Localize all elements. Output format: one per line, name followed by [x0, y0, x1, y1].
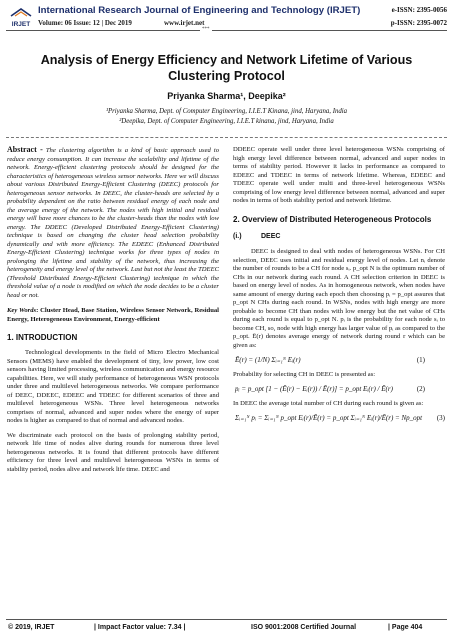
footer-iso: ISO 9001:2008 Certified Journal	[251, 624, 357, 631]
volume-issue: Volume: 06 Issue: 12 | Dec 2019	[38, 19, 132, 27]
irjet-logo	[8, 6, 34, 28]
section-divider	[6, 137, 447, 138]
subsection-number: (i.)	[233, 232, 242, 240]
intro-paragraph-2: We discriminate each protocol on the basis of prolonging stability period, network life time of nodes alive during rounds for numerous three level heterogeneous networks. It is found that different protocols have different efficiency for three level and multilevel heterogeneous WSNs in terms of stability period, nodes alive and network life time. DEEC and	[7, 431, 219, 473]
equation-1-body: Ē(r) = (1/N) Σᵢ₌₁ᴺ Eᵢ(r)	[235, 356, 301, 364]
section-2-heading: 2. Overview of Distributed Heterogeneous Protocols	[233, 214, 432, 224]
equation-2	[235, 385, 445, 394]
paper-title: Analysis of Energy Efficiency and Network Lifetime of Various Clustering Protocol	[40, 53, 413, 83]
equation-1-number: (1)	[416, 356, 425, 364]
intro-heading: 1. INTRODUCTION	[7, 333, 78, 342]
equation-3-number: (3)	[436, 414, 445, 422]
equation-1	[235, 356, 445, 365]
intro-paragraph-1: Technological developments in the field of Micro Electro Mechanical Sensors (MEMS) have enabled the development of tiny, low power, low cost sensors having limited processing, wireless communication and energy resource capabilities. Here, we will study performance of heterogeneous WSN protocols under three and multilevel heterogeneous networks. We compare performance of DEEC, DDEEC, EDEEC and TDEEC for different scenarios of three and multilevel heterogeneous WSNs. Three level heterogeneous networks comprises of normal, advanced and super nodes where the energy of super nodes is higher as compared to that of normal and advanced nodes.	[7, 349, 219, 424]
equation-2-body: pᵢ = p_opt [1 − (Ē(r) − Eᵢ(r)) / Ē(r)] = p_opt Eᵢ(r) / Ē(r)	[235, 385, 393, 393]
probability-paragraph: Probability for selecting CH in DEEC is presented as:	[233, 370, 376, 378]
subsection-deec	[233, 233, 445, 242]
journal-website[interactable]: www.irjet.net	[164, 19, 205, 27]
right-paragraph-1: DDEEC operate well under three level heterogeneous WSNs comprising of high energy level difference between normal, advanced and super nodes in terms of stability period. However it lacks in performance as compared to EDEEC and TDEEC in terms of network lifetime. Whereas, EDEEC and TDEEC operate well under multi and three-level heterogeneous WSNs comprising of low energy level difference between normal, advanced and super nodes in terms of both stability period and network lifetime.	[233, 146, 445, 204]
keywords-text: : Cluster Head, Base Station, Wireless Sensor Network, Residual Energy, Heterogeneous Environment, Energy-efficient	[7, 307, 219, 323]
header-separator: ***	[202, 27, 210, 32]
equation-2-number: (2)	[416, 385, 425, 393]
abstract-text: The clustering algorithm is a kind of basic approach used to reduce energy consumption. It can increase the scalability and lifetime of the network. Energy-efficient clustering protocols should be designed for the characteristics of heterogeneous wireless sensor networks. Here we will discuss about various Distributed Energy-Efficient Clustering (DEEC) protocols for heterogeneous sensor networks. In DEEC, the cluster-heads are selected by a probability dependent on the ratio between residual energy of each node and the average energy of the network. The nodes with high initial and residual energy will have more chances to be the cluster-heads than the nodes with low energy. The DDEEC (Developed Distributed Energy-Efficient Clustering) technique is based on changing the cluster head selection probability dynamically and with more efficiency. The EDEEC (Enhanced Distributed Energy-Efficient Clustering) technique works for three types of nodes in prolonging the lifetime and stability of the network, thus increasing the heterogeneity and energy level of the network. Last but not the least the TDEEC (Threshold Distributed Energy-Efficient Clustering) technique in which the threshold value of a node is modified on which the node decides to be a cluster head or not.	[7, 147, 220, 299]
footer-copyright: © 2019, IRJET	[8, 624, 55, 631]
equation-3-body: Σᵢ₌₁ᴺ pᵢ = Σᵢ₌₁ᴺ p_opt Eᵢ(r)/Ē(r) = p_opt Σᵢ₌₁ᴺ Eᵢ(r)/Ē(r) = Np_opt	[235, 414, 423, 422]
keywords-heading: Key Words	[7, 307, 37, 314]
subsection-title: DEEC	[261, 232, 281, 240]
deec-paragraph: DEEC is designed to deal with nodes of heterogeneous WSNs. For CH selection, DEEC uses initial and residual energy level of nodes. Let nᵢ denote the number of rounds to be a CH for node sᵢ. p_opt N is the optimum number of CHs in our network during each round. A CH selection criterion in DEEC is based on energy level of nodes. As in homogeneous network, when nodes have same amount of energy during each epoch then choosing pᵢ = p_opt assures that p_opt N CHs during each round. In WSNs, nodes with high energy are more probable to become CH than nodes with low energy but the net value of CHs during each round is equal to p_opt N. pᵢ is the probability for each node sᵢ to become CH, so, node with high energy has larger value of pᵢ as compared to the p_opt. Ē(r) denotes average energy of network during round r which can be given as:	[233, 248, 445, 349]
journal-header	[6, 4, 447, 30]
affiliation-1: ¹Priyanka Sharma, Dept. of Computer Engineering, I.I.E.T Kinana, jind, Haryana, India	[105, 108, 348, 115]
footer-impact-factor: | Impact Factor value: 7.34 |	[94, 624, 186, 631]
journal-title: International Research Journal of Engineering and Technology (IRJET)	[38, 5, 361, 16]
left-column	[7, 146, 219, 480]
p-issn: p-ISSN: 2395-0072	[390, 19, 447, 27]
paper-authors: Priyanka Sharma¹, Deepika²	[167, 91, 286, 101]
average-paragraph: In DEEC the average total number of CH during each round is given as:	[233, 399, 424, 407]
keywords	[7, 307, 219, 324]
equation-3	[235, 414, 445, 423]
footer-rule	[6, 619, 447, 620]
footer-page-number: | Page 404	[388, 624, 423, 631]
e-issn: e-ISSN: 2395-0056	[391, 6, 447, 14]
right-column	[233, 146, 445, 429]
journal-meta	[38, 19, 205, 27]
affiliation-2: ²Deepika, Dept. of Computer Engineering, I.I.E.T kinana, jind, Haryana, India	[119, 118, 334, 125]
svg-text:IRJET: IRJET	[11, 21, 31, 28]
abstract	[7, 146, 219, 300]
header-rule	[6, 30, 447, 31]
abstract-heading: Abstract -	[7, 145, 43, 154]
